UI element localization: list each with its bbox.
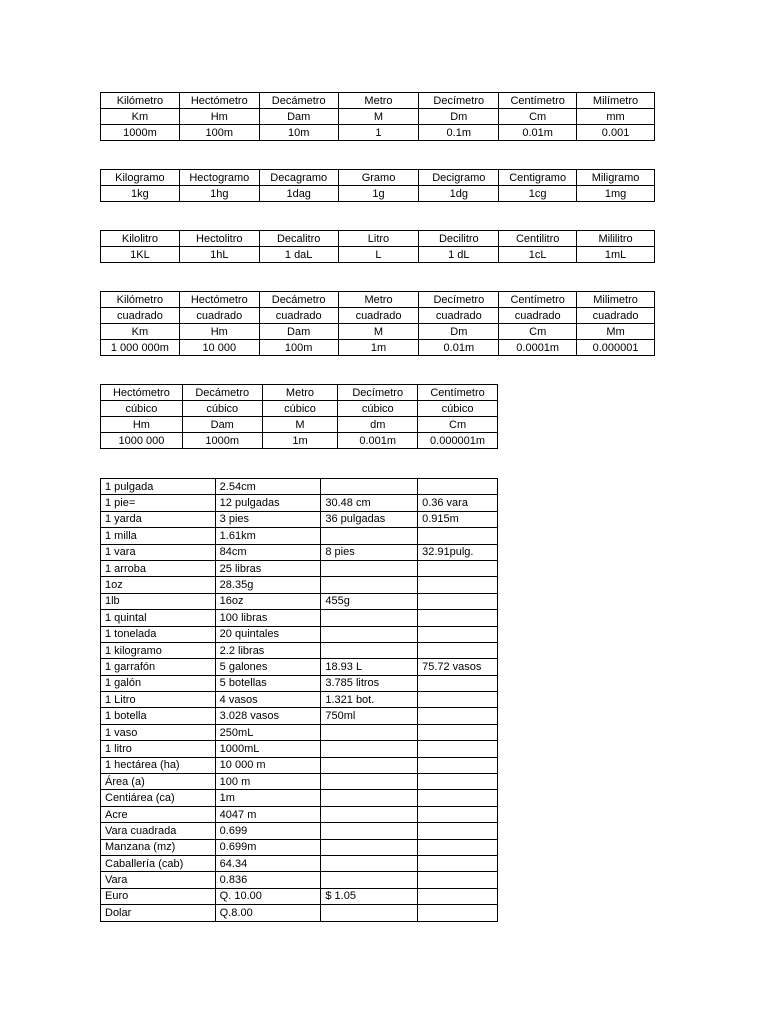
table-cell: Hectómetro xyxy=(101,385,183,401)
table-cell: Kilómetro xyxy=(101,93,180,109)
table-cell: Decámetro xyxy=(182,385,262,401)
table-cell: 1000mL xyxy=(215,741,321,757)
table-cell: 2.54cm xyxy=(215,479,321,495)
table-cell: 1 litro xyxy=(101,741,216,757)
table-cell: 1 Litro xyxy=(101,692,216,708)
table-cell: 4047 m xyxy=(215,806,321,822)
table-cell: 1mg xyxy=(577,186,655,202)
table-cell xyxy=(321,774,418,790)
table-cell: 2.2 libras xyxy=(215,642,321,658)
table-cell: $ 1.05 xyxy=(321,888,418,904)
table-cell: Manzana (mz) xyxy=(101,839,216,855)
table-cell xyxy=(321,855,418,871)
table-row xyxy=(101,839,498,855)
table-cell: 10 000 m xyxy=(215,757,321,773)
table-cell: 64.34 xyxy=(215,855,321,871)
table-cell: 0.000001 xyxy=(577,340,655,356)
table-cell xyxy=(418,626,498,642)
table-cell: 1 vara xyxy=(101,544,216,560)
table-cell: 1000 000 xyxy=(101,433,183,449)
table-cell: 10m xyxy=(259,125,338,141)
table-row xyxy=(101,757,498,773)
table-row xyxy=(101,823,498,839)
table-cell: 1g xyxy=(338,186,419,202)
table-cell: Centímetro xyxy=(499,292,577,308)
table-cell: 4 vasos xyxy=(215,692,321,708)
table-cell: 0.01m xyxy=(499,125,577,141)
table-cell xyxy=(321,757,418,773)
table-cell: Decímetro xyxy=(419,292,499,308)
table-cell: Hectómetro xyxy=(179,292,259,308)
table-cell: cuadrado xyxy=(101,308,180,324)
table-cell: cúbico xyxy=(101,401,183,417)
length-units-table xyxy=(100,92,655,141)
table-cell: 0.01m xyxy=(419,340,499,356)
table-cell: 0.1m xyxy=(419,125,499,141)
table-cell: 100 libras xyxy=(215,610,321,626)
table-cell: 12 pulgadas xyxy=(215,495,321,511)
table-cell: 0.699 xyxy=(215,823,321,839)
table-cell: cuadrado xyxy=(338,308,419,324)
table-cell: Milímetro xyxy=(577,93,655,109)
volume-units-table xyxy=(100,230,655,263)
table-cell: 1 pie= xyxy=(101,495,216,511)
table-row xyxy=(101,495,498,511)
table-cell: Hm xyxy=(179,324,259,340)
table-cell xyxy=(418,528,498,544)
table-cell: 1 kilogramo xyxy=(101,642,216,658)
table-cell: Hectolitro xyxy=(179,231,259,247)
table-row xyxy=(101,790,498,806)
table-row xyxy=(101,186,655,202)
table-cell: Metro xyxy=(338,93,419,109)
table-cell: 1kg xyxy=(101,186,180,202)
table-cell xyxy=(418,823,498,839)
table-cell: Km xyxy=(101,324,180,340)
table-cell: Q.8.00 xyxy=(215,905,321,921)
table-cell xyxy=(321,610,418,626)
table-cell: Acre xyxy=(101,806,216,822)
table-cell: 100 m xyxy=(215,774,321,790)
table-cell: Centiárea (ca) xyxy=(101,790,216,806)
table-cell: Decigramo xyxy=(419,170,499,186)
table-row xyxy=(101,125,655,141)
table-row xyxy=(101,724,498,740)
table-row xyxy=(101,479,498,495)
table-cell: cuadrado xyxy=(499,308,577,324)
table-cell: 1 hectárea (ha) xyxy=(101,757,216,773)
table-cell: 30.48 cm xyxy=(321,495,418,511)
table-cell xyxy=(418,774,498,790)
table-cell: cúbico xyxy=(182,401,262,417)
table-cell: 1cg xyxy=(499,186,577,202)
table-cell xyxy=(418,610,498,626)
table-cell: 16oz xyxy=(215,593,321,609)
table-cell: 0.36 vara xyxy=(418,495,498,511)
table-cell: 1m xyxy=(338,340,419,356)
table-cell: 3 pies xyxy=(215,511,321,527)
table-cell: 0.001 xyxy=(577,125,655,141)
cubic-units-table xyxy=(100,384,498,449)
table-cell: 100m xyxy=(259,340,338,356)
table-cell: 0.000001m xyxy=(418,433,498,449)
table-cell: Litro xyxy=(338,231,419,247)
table-row xyxy=(101,593,498,609)
table-cell xyxy=(321,724,418,740)
table-cell: 1m xyxy=(262,433,338,449)
table-cell: 5 galones xyxy=(215,659,321,675)
table-cell: Mm xyxy=(577,324,655,340)
table-cell xyxy=(321,528,418,544)
table-cell: 1mL xyxy=(577,247,655,263)
mass-units-table xyxy=(100,169,655,202)
table-cell: 1 000 000m xyxy=(101,340,180,356)
table-cell xyxy=(418,888,498,904)
table-cell: Dolar xyxy=(101,905,216,921)
table-cell: Decímetro xyxy=(338,385,418,401)
table-cell: 1cL xyxy=(499,247,577,263)
table-cell: 1.321 bot. xyxy=(321,692,418,708)
table-cell: 1lb xyxy=(101,593,216,609)
table-row xyxy=(101,109,655,125)
table-cell: Mililitro xyxy=(577,231,655,247)
table-cell xyxy=(418,839,498,855)
table-cell: 32.91pulg. xyxy=(418,544,498,560)
table-cell: 1 garrafón xyxy=(101,659,216,675)
table-cell: 1 arroba xyxy=(101,560,216,576)
table-row xyxy=(101,741,498,757)
table-row xyxy=(101,417,498,433)
table-cell: Decilitro xyxy=(419,231,499,247)
table-cell: Metro xyxy=(262,385,338,401)
table-cell: Decímetro xyxy=(419,93,499,109)
table-cell: Metro xyxy=(338,292,419,308)
table-cell: 750ml xyxy=(321,708,418,724)
table-cell: Hm xyxy=(101,417,183,433)
table-cell: 1oz xyxy=(101,577,216,593)
table-cell: Cm xyxy=(499,109,577,125)
table-cell xyxy=(418,905,498,921)
table-cell: 1 milla xyxy=(101,528,216,544)
table-cell: M xyxy=(338,109,419,125)
table-cell: Dm xyxy=(419,324,499,340)
table-cell: 1dag xyxy=(259,186,338,202)
table-cell: cuadrado xyxy=(179,308,259,324)
table-row xyxy=(101,774,498,790)
table-cell: mm xyxy=(577,109,655,125)
table-cell: 3.785 litros xyxy=(321,675,418,691)
table-cell: 0.915m xyxy=(418,511,498,527)
table-cell: dm xyxy=(338,417,418,433)
table-cell: Q. 10.00 xyxy=(215,888,321,904)
table-cell xyxy=(418,757,498,773)
table-row xyxy=(101,560,498,576)
table-cell: 1 tonelada xyxy=(101,626,216,642)
table-cell: Hectómetro xyxy=(179,93,259,109)
table-cell xyxy=(321,790,418,806)
table-cell: 100m xyxy=(179,125,259,141)
table-cell: Centigramo xyxy=(499,170,577,186)
table-cell: 1 dL xyxy=(419,247,499,263)
table-cell: 25 libras xyxy=(215,560,321,576)
table-cell: M xyxy=(262,417,338,433)
table-cell: 0.836 xyxy=(215,872,321,888)
table-row xyxy=(101,872,498,888)
table-cell: 1000m xyxy=(182,433,262,449)
table-row xyxy=(101,231,655,247)
table-cell: cuadrado xyxy=(419,308,499,324)
table-cell: Área (a) xyxy=(101,774,216,790)
table-cell: 10 000 xyxy=(179,340,259,356)
table-cell: Caballería (cab) xyxy=(101,855,216,871)
table-cell xyxy=(418,675,498,691)
table-cell: Decámetro xyxy=(259,292,338,308)
table-cell xyxy=(418,642,498,658)
table-cell: 1 pulgada xyxy=(101,479,216,495)
table-row xyxy=(101,610,498,626)
table-cell: Milimetro xyxy=(577,292,655,308)
table-row xyxy=(101,308,655,324)
table-cell: Euro xyxy=(101,888,216,904)
table-cell xyxy=(321,823,418,839)
table-cell xyxy=(418,560,498,576)
table-cell: 8 pies xyxy=(321,544,418,560)
table-row xyxy=(101,675,498,691)
table-cell: 250mL xyxy=(215,724,321,740)
table-row xyxy=(101,433,498,449)
table-cell: 1 galón xyxy=(101,675,216,691)
table-cell: 1.61km xyxy=(215,528,321,544)
table-cell: 1dg xyxy=(419,186,499,202)
table-cell: cúbico xyxy=(338,401,418,417)
table-row xyxy=(101,324,655,340)
table-row xyxy=(101,888,498,904)
table-cell: 28.35g xyxy=(215,577,321,593)
table-cell xyxy=(418,593,498,609)
table-cell: Decalitro xyxy=(259,231,338,247)
table-cell xyxy=(321,560,418,576)
conversions-table xyxy=(100,478,498,922)
table-cell: cúbico xyxy=(262,401,338,417)
table-cell xyxy=(321,806,418,822)
table-cell: 1hg xyxy=(179,186,259,202)
table-row xyxy=(101,626,498,642)
table-cell xyxy=(321,741,418,757)
table-cell: 36 pulgadas xyxy=(321,511,418,527)
table-cell: 1000m xyxy=(101,125,180,141)
table-cell: 84cm xyxy=(215,544,321,560)
table-cell xyxy=(321,626,418,642)
table-cell: Km xyxy=(101,109,180,125)
table-row xyxy=(101,385,498,401)
table-cell: Vara xyxy=(101,872,216,888)
table-cell: 1 yarda xyxy=(101,511,216,527)
table-cell xyxy=(418,724,498,740)
table-cell: Dam xyxy=(259,109,338,125)
table-row xyxy=(101,292,655,308)
table-cell: Miligramo xyxy=(577,170,655,186)
table-row xyxy=(101,401,498,417)
table-cell: 1hL xyxy=(179,247,259,263)
table-cell: Dm xyxy=(419,109,499,125)
table-row xyxy=(101,577,498,593)
table-cell: cúbico xyxy=(418,401,498,417)
table-row xyxy=(101,708,498,724)
table-cell: Kilómetro xyxy=(101,292,180,308)
table-row xyxy=(101,905,498,921)
table-row xyxy=(101,93,655,109)
table-cell xyxy=(418,577,498,593)
table-cell xyxy=(321,479,418,495)
table-cell xyxy=(418,872,498,888)
table-cell xyxy=(321,577,418,593)
table-cell: Dam xyxy=(182,417,262,433)
table-cell: 5 botellas xyxy=(215,675,321,691)
table-cell: Kilolitro xyxy=(101,231,180,247)
table-cell: Hectogramo xyxy=(179,170,259,186)
table-cell xyxy=(321,872,418,888)
table-cell: 0.0001m xyxy=(499,340,577,356)
table-cell: 75.72 vasos xyxy=(418,659,498,675)
table-row xyxy=(101,659,498,675)
table-row xyxy=(101,855,498,871)
table-cell xyxy=(418,790,498,806)
table-row xyxy=(101,511,498,527)
table-cell: Centímetro xyxy=(499,93,577,109)
table-cell xyxy=(418,855,498,871)
table-cell xyxy=(418,479,498,495)
table-cell: 0.699m xyxy=(215,839,321,855)
table-cell: Decagramo xyxy=(259,170,338,186)
table-cell xyxy=(418,692,498,708)
table-cell: M xyxy=(338,324,419,340)
table-cell: Hm xyxy=(179,109,259,125)
table-cell: Cm xyxy=(499,324,577,340)
table-row xyxy=(101,340,655,356)
table-cell: 1 botella xyxy=(101,708,216,724)
table-cell: Vara cuadrada xyxy=(101,823,216,839)
table-cell: cuadrado xyxy=(577,308,655,324)
table-cell xyxy=(418,741,498,757)
table-row xyxy=(101,806,498,822)
table-cell: 1 daL xyxy=(259,247,338,263)
table-cell: 1 quintal xyxy=(101,610,216,626)
table-row xyxy=(101,642,498,658)
table-row xyxy=(101,247,655,263)
table-cell: 18.93 L xyxy=(321,659,418,675)
table-cell: 3.028 vasos xyxy=(215,708,321,724)
table-row xyxy=(101,544,498,560)
table-cell xyxy=(321,839,418,855)
table-cell: 1m xyxy=(215,790,321,806)
table-cell: 0.001m xyxy=(338,433,418,449)
table-cell: Dam xyxy=(259,324,338,340)
table-row xyxy=(101,170,655,186)
table-cell: Gramo xyxy=(338,170,419,186)
table-row xyxy=(101,692,498,708)
table-cell xyxy=(418,708,498,724)
table-cell: cuadrado xyxy=(259,308,338,324)
table-cell: 1KL xyxy=(101,247,180,263)
table-cell: Centilitro xyxy=(499,231,577,247)
table-row xyxy=(101,528,498,544)
table-cell: Decámetro xyxy=(259,93,338,109)
table-cell: 455g xyxy=(321,593,418,609)
table-cell: Cm xyxy=(418,417,498,433)
table-cell: Centímetro xyxy=(418,385,498,401)
area-units-table xyxy=(100,291,655,356)
table-cell: L xyxy=(338,247,419,263)
table-cell xyxy=(418,806,498,822)
table-cell: Kilogramo xyxy=(101,170,180,186)
table-cell xyxy=(321,642,418,658)
table-cell: 20 quintales xyxy=(215,626,321,642)
table-cell: 1 vaso xyxy=(101,724,216,740)
table-cell xyxy=(321,905,418,921)
table-cell: 1 xyxy=(338,125,419,141)
